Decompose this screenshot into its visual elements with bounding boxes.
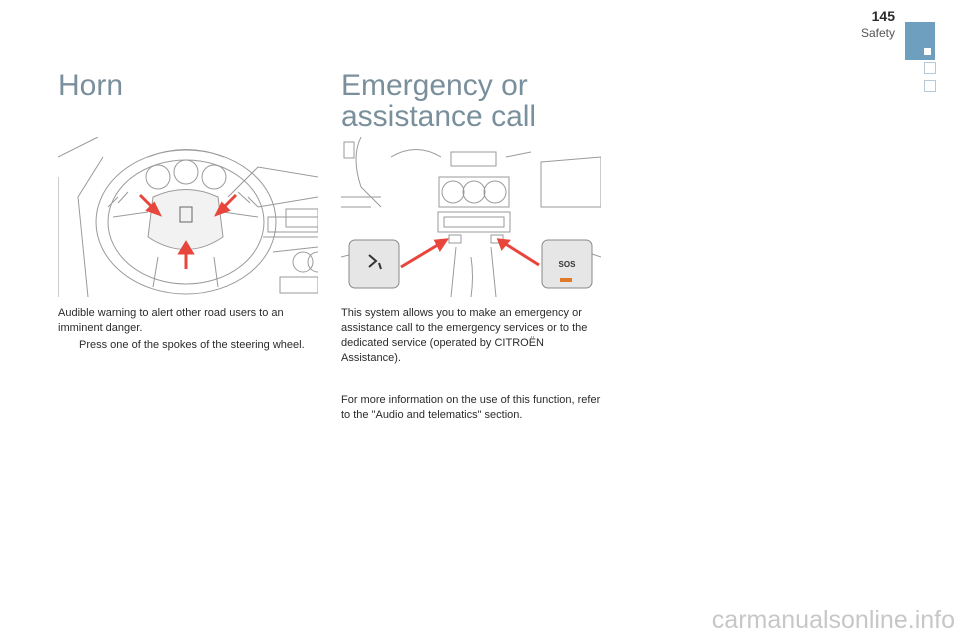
section-label: Safety [860,26,895,40]
emergency-description: This system allows you to make an emergency or assistance call to the emergency services or to the dedicated service (operated by CITROËN Assistance). [341,307,588,364]
dashboard-illustration [341,137,601,297]
horn-description: Audible warning to alert other road users to an imminent danger. [58,307,284,334]
emergency-title: Emergency or assistance call [341,69,537,133]
horn-step-text: Press one of the spokes of the steering wheel. [79,339,305,351]
ds-button-closeup [349,240,399,288]
watermark[interactable]: carmanualsonline.info [711,606,955,634]
section-tab-box[interactable] [924,62,936,74]
steering-wheel-illustration [58,137,318,297]
sos-label: SOS [558,260,576,269]
section-tab-box[interactable] [924,80,936,92]
section-tab-active[interactable] [905,22,935,60]
page-number: 145 [871,8,895,24]
horn-step [58,338,320,353]
emergency-info: For more information on the use of this function, refer to the "Audio and telematics" section. [341,394,601,421]
horn-title: Horn [58,69,124,102]
